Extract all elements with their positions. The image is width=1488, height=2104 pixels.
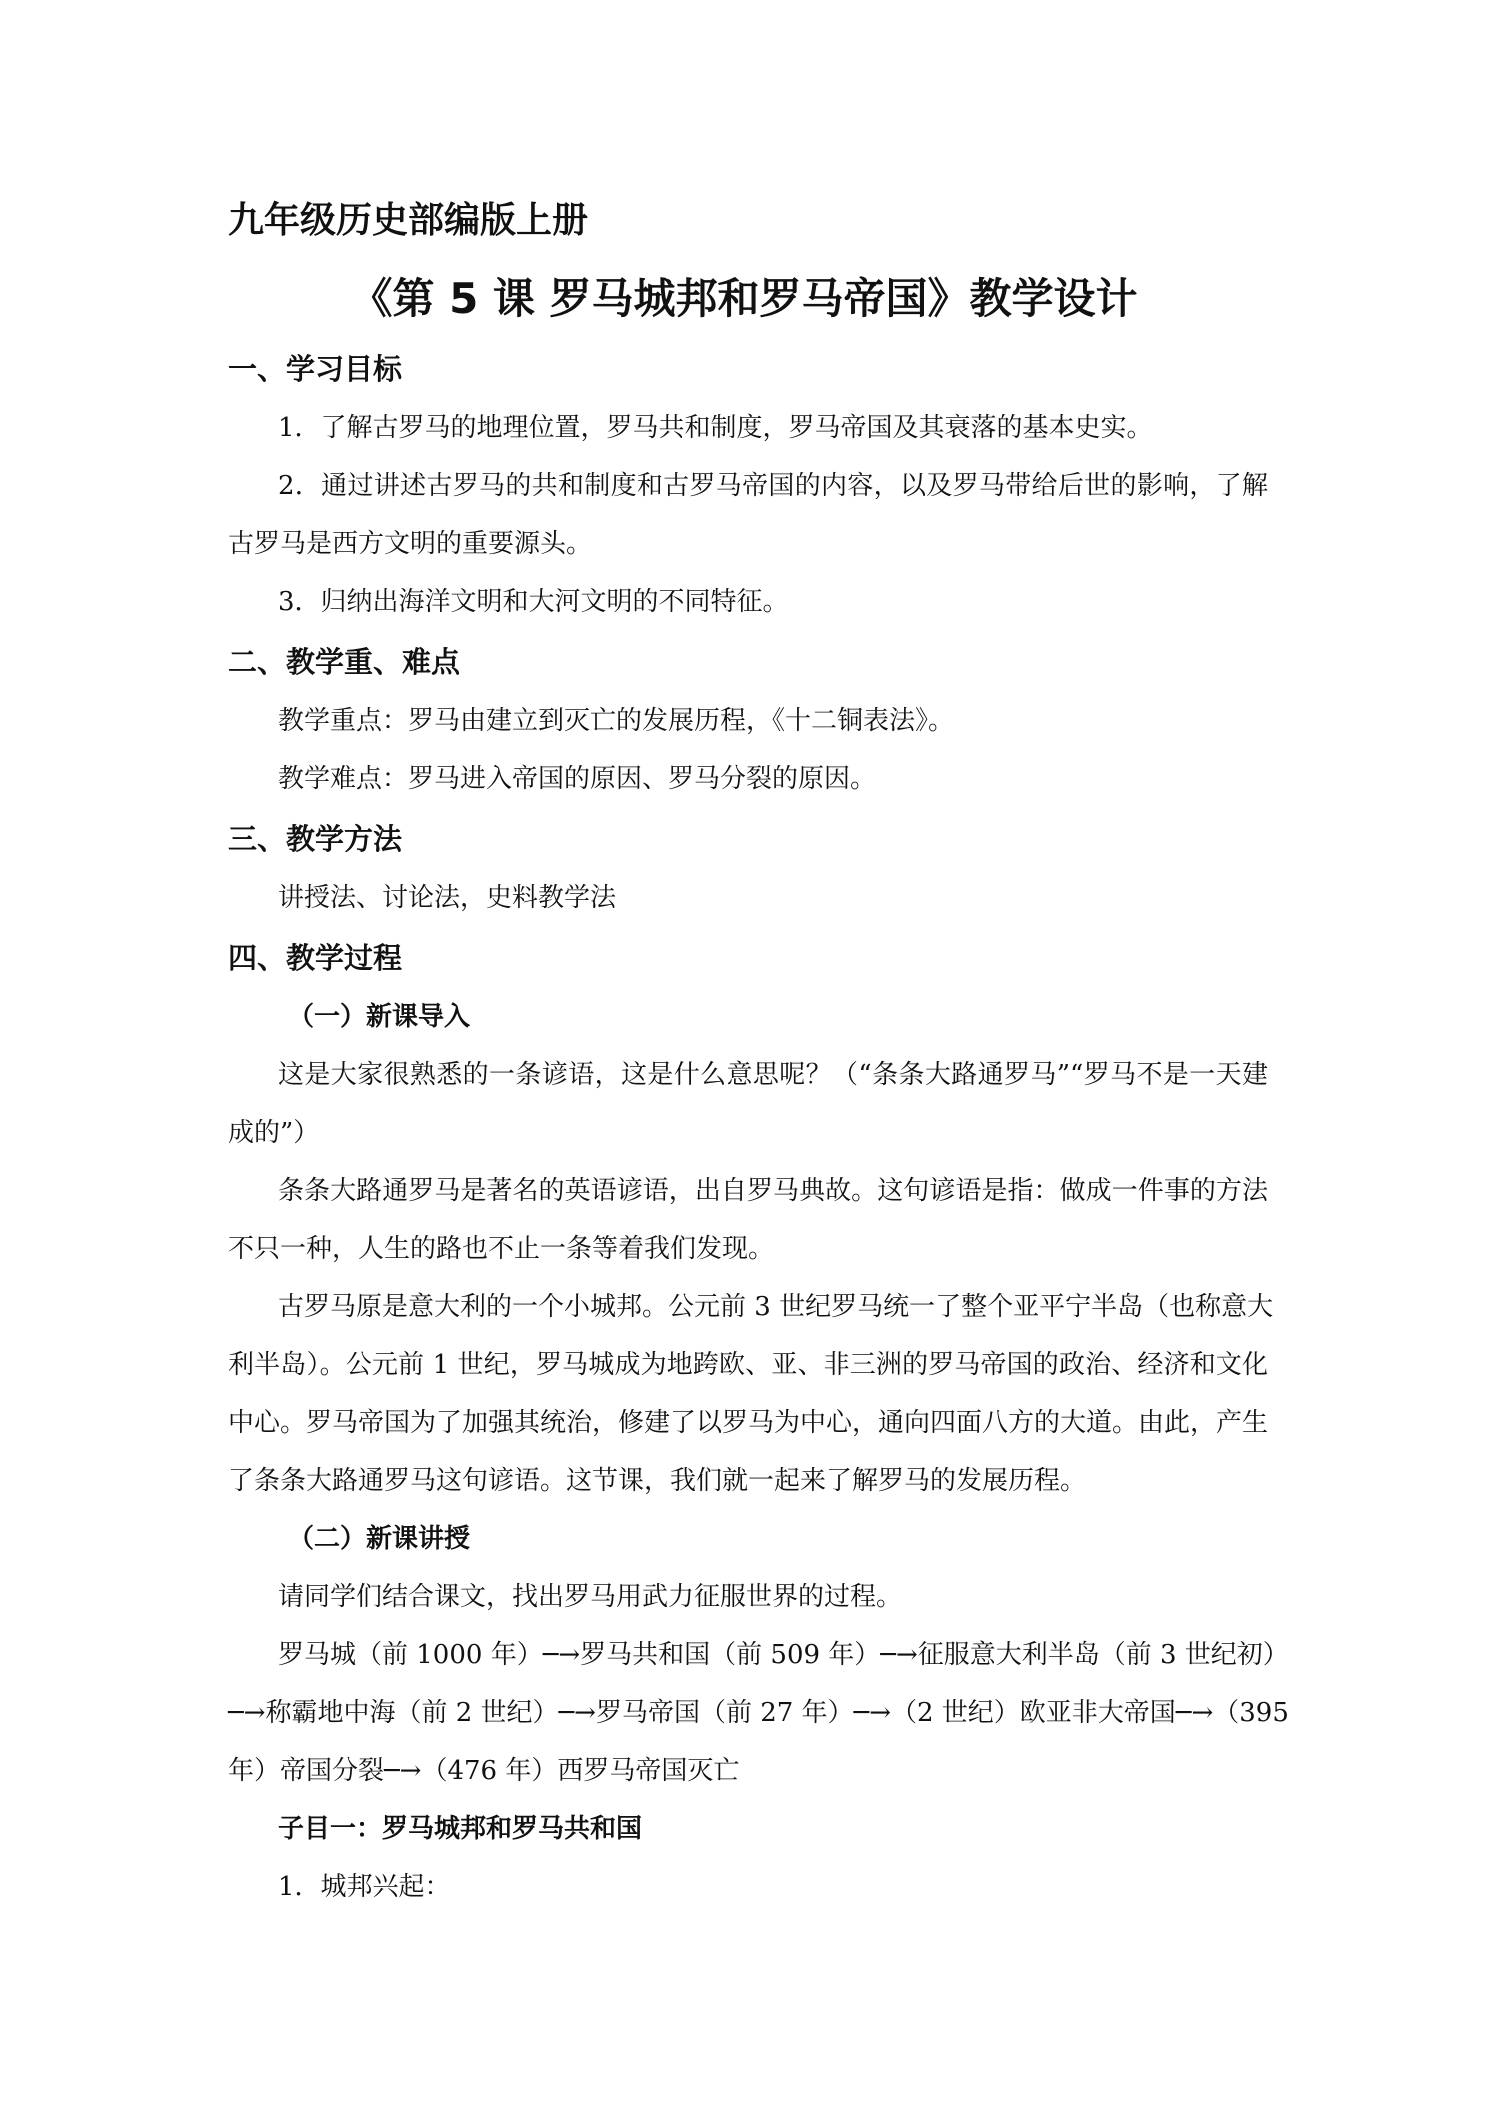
grade-title: 九年级历史部编版上册 <box>228 200 589 241</box>
subtopic-heading-1: 子目一：罗马城邦和罗马共和国 <box>278 1814 643 1844</box>
intro-paragraph-line-1: 这是大家很熟悉的一条谚语，这是什么意思呢？（“条条大路通罗马”“罗马不是一天建 <box>278 1060 1268 1090</box>
point-city-state-rise: 1．城邦兴起： <box>278 1872 451 1902</box>
section-heading-objectives: 一、学习目标 <box>228 352 403 386</box>
section-heading-process: 四、教学过程 <box>228 941 403 975</box>
objective-2-line-2: 古罗马是西方文明的重要源头。 <box>228 529 593 559</box>
section-heading-methods: 三、教学方法 <box>228 822 403 856</box>
subsection-heading-lecture: （二）新课讲授 <box>288 1524 471 1554</box>
difficulty-point: 教学难点：罗马进入帝国的原因、罗马分裂的原因。 <box>278 764 877 794</box>
proverb-paragraph-line-2: 不只一种，人生的路也不止一条等着我们发现。 <box>228 1234 775 1264</box>
objective-2-line-1: 2．通过讲述古罗马的共和制度和古罗马帝国的内容，以及罗马带给后世的影响，了解 <box>278 471 1268 501</box>
proverb-paragraph-line-1: 条条大路通罗马是著名的英语谚语，出自罗马典故。这句谚语是指：做成一件事的方法 <box>278 1176 1268 1206</box>
rome-paragraph-line-1: 古罗马原是意大利的一个小城邦。公元前 3 世纪罗马统一了整个亚平宁半岛（也称意大 <box>278 1292 1274 1322</box>
timeline-line-3: 年）帝国分裂─→（476 年）西罗马帝国灭亡 <box>228 1756 740 1786</box>
objective-3: 3．归纳出海洋文明和大河文明的不同特征。 <box>278 587 789 617</box>
intro-paragraph-line-2: 成的”） <box>228 1118 320 1148</box>
key-point: 教学重点：罗马由建立到灭亡的发展历程，《十二铜表法》。 <box>278 706 955 736</box>
subsection-heading-intro: （一）新课导入 <box>288 1002 471 1032</box>
section-heading-key-points: 二、教学重、难点 <box>228 645 461 679</box>
lesson-title: 《第 5 课 罗马城邦和罗马帝国》教学设计 <box>350 274 1138 323</box>
rome-paragraph-line-2: 利半岛）。公元前 1 世纪，罗马城成为地跨欧、亚、非三洲的罗马帝国的政治、经济和文化 <box>228 1350 1268 1380</box>
timeline-line-1: 罗马城（前 1000 年）─→罗马共和国（前 509 年）─→征服意大利半岛（前 3 世纪初） <box>278 1640 1289 1670</box>
rome-paragraph-line-3: 中心。罗马帝国为了加强其统治，修建了以罗马为中心，通向四面八方的大道。由此，产生 <box>228 1408 1269 1438</box>
task-instruction: 请同学们结合课文，找出罗马用武力征服世界的过程。 <box>278 1582 903 1612</box>
timeline-line-2: ─→称霸地中海（前 2 世纪）─→罗马帝国（前 27 年）─→（2 世纪）欧亚非大帝国─→（395 <box>228 1698 1289 1728</box>
rome-paragraph-line-4: 了条条大路通罗马这句谚语。这节课，我们就一起来了解罗马的发展历程。 <box>228 1466 1087 1496</box>
teaching-methods: 讲授法、讨论法，史料教学法 <box>278 883 617 913</box>
objective-1: 1．了解古罗马的地理位置，罗马共和制度，罗马帝国及其衰落的基本史实。 <box>278 413 1153 443</box>
